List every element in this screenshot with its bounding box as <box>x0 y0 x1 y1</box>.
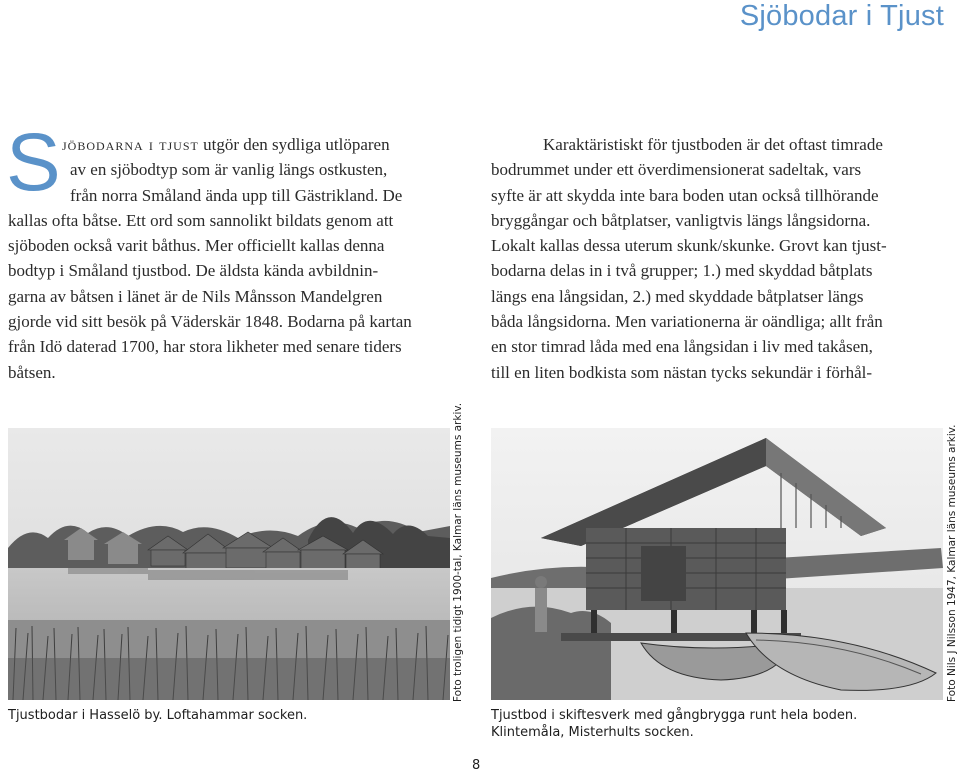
text-line: längs ena långsidan, 2.) med skyddade båtplatser längs <box>491 286 864 306</box>
caption-line: Klintemåla, Misterhults socken. <box>491 725 694 740</box>
text-line: bodrummet under ett överdimensionerat sadeltak, vars <box>491 160 862 180</box>
text-line: båtsen. <box>8 362 56 382</box>
text-line: Lokalt kallas dessa uterum skunk/skunke. Grovt kan tjust- <box>491 236 887 256</box>
photo-klintemala-boathouse <box>491 428 943 700</box>
chapter-title: Sjöbodar i Tjust <box>739 0 944 32</box>
caption-line: Tjustbod i skiftesverk med gångbrygga runt hela boden. <box>491 708 858 723</box>
photo-credit-right: Foto Nils J Nilsson 1947, Kalmar läns museums arkiv. <box>946 424 958 702</box>
text-line: båda långsidorna. Men variationerna är oändliga; allt från <box>491 312 883 332</box>
text-line: bodtyp i Småland tjustbod. De äldsta kända avbildnin- <box>8 261 379 281</box>
text-line <box>8 132 468 157</box>
photo-hasselo-boathouses <box>8 428 450 700</box>
text-line: bodarna delas in i två grupper; 1.) med skyddad båtplats <box>491 261 873 281</box>
lead-text: utgör den sydliga utlöparen <box>198 135 390 154</box>
body-text-left <box>6 117 468 385</box>
text-line: gjorde vid sitt besök på Väderskär 1848. Bodarna på kartan <box>8 312 412 332</box>
text-line: syfte är att skydda inte bara boden utan också tillhörande <box>491 185 879 205</box>
lead-smallcaps: jöbodarna i tjust <box>62 135 199 154</box>
figure-caption-left: Tjustbodar i Hasselö by. Loftahammar socken. <box>8 708 308 723</box>
photo-klintemala-image <box>491 428 943 700</box>
text-line: av en sjöbodtyp som är vanlig längs ostkusten, <box>70 160 388 180</box>
text-line: en stor timrad låda med ena långsidan i liv med takåsen, <box>491 337 873 357</box>
text-line: bryggångar och båtplatser, vanligtvis längs långsidorna. <box>491 210 871 230</box>
photo-hasselo-image <box>8 428 450 700</box>
drop-cap: S <box>6 117 61 208</box>
text-line: sjöboden också varit båthus. Mer officiellt kallas denna <box>8 236 385 256</box>
text-line: Karaktäristiskt för tjustboden är det oftast timrade <box>543 135 883 154</box>
text-line: från norra Småland ända upp till Gästrikland. De <box>70 185 403 205</box>
figure-caption-right <box>491 707 941 741</box>
photo-credit-left: Foto troligen tidigt 1900-tal, Kalmar läns museums arkiv. <box>452 402 464 702</box>
body-text-right <box>491 132 951 385</box>
text-line: garna av båtsen i länet är de Nils Månsson Mandelgren <box>8 286 383 306</box>
text-line: till en liten bodkista som nästan tycks sekundär i förhål- <box>491 362 873 382</box>
text-line: från Idö daterad 1700, har stora likheter med senare tiders <box>8 337 402 357</box>
page-number: 8 <box>472 758 481 773</box>
text-line: kallas ofta båtse. Ett ord som sannolikt bildats genom att <box>8 210 394 230</box>
